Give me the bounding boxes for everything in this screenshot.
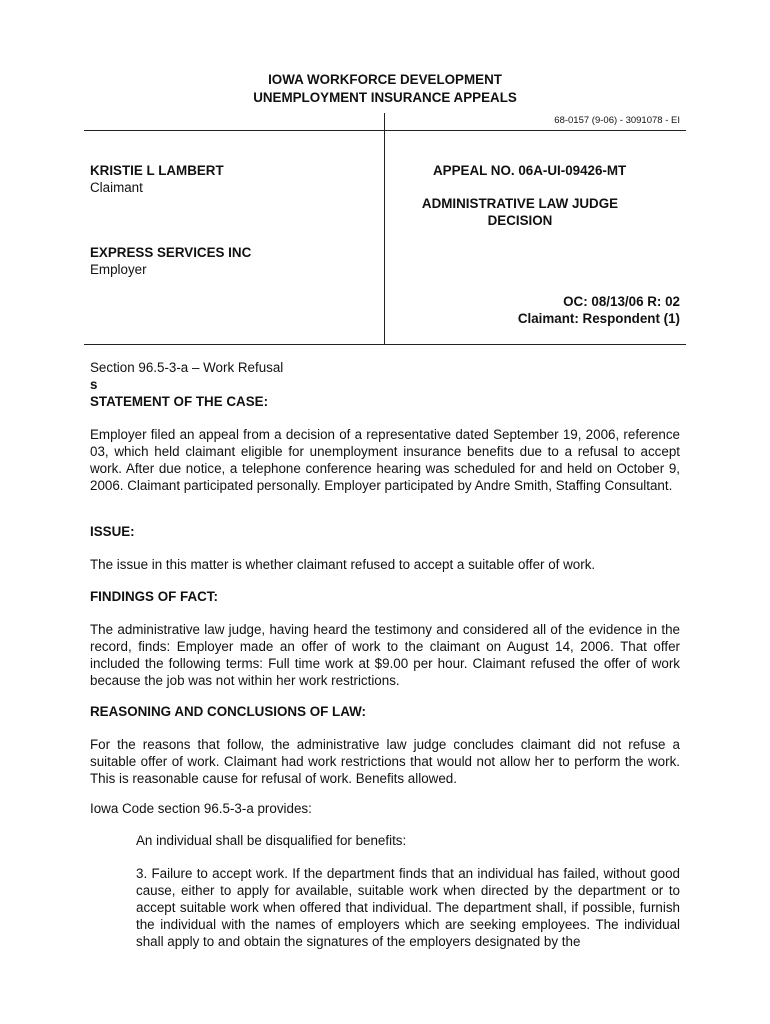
oc-line: OC: 08/13/06 R: 02: [563, 294, 680, 309]
findings-heading: FINDINGS OF FACT:: [90, 589, 218, 604]
quote-intro: An individual shall be disqualified for benefits:: [136, 833, 407, 848]
issue-heading: ISSUE:: [90, 524, 135, 539]
claimant-name: KRISTIE L LAMBERT: [90, 163, 224, 178]
findings-text: The administrative law judge, having heard the testimony and considered all of the evidence in the record, finds: Employer made an offer of work to the claimant on August 14, 2006. That offer included the following terms: Full time work at $9.00 per hour. Claimant refused the offer of work because the job was not within her work restrictions.: [90, 622, 680, 688]
section-reference: Section 96.5-3-a – Work Refusal: [90, 360, 284, 375]
agency-title: IOWA WORKFORCE DEVELOPMENT: [268, 72, 502, 87]
caption-divider: [384, 113, 385, 345]
code-intro: Iowa Code section 96.5-3-a provides:: [90, 801, 312, 816]
quoted-statute: 3. Failure to accept work. If the department finds that an individual has failed, without good cause, either to apply for available, suitable work when directed by the department or to accept suitable work when offered that individual. The department shall, if possible, furnish the individual with the names of employers which are seeking employees. The individual shall apply to and obtain the signatures of the employers designated by the: [136, 866, 680, 949]
header-bottom-rule: [84, 344, 686, 345]
decision-title-line2: DECISION: [487, 213, 553, 228]
reasoning-heading: REASONING AND CONCLUSIONS OF LAW:: [90, 704, 366, 719]
division-title: UNEMPLOYMENT INSURANCE APPEALS: [253, 90, 517, 105]
claimant-status: Claimant: Respondent (1): [517, 311, 680, 326]
form-reference: 68-0157 (9-06) - 3091078 - EI: [554, 115, 680, 126]
employer-name: EXPRESS SERVICES INC: [90, 245, 252, 260]
issue-text: The issue in this matter is whether claimant refused to accept a suitable offer of work.: [90, 557, 596, 572]
decision-title-line1: ADMINISTRATIVE LAW JUDGE: [421, 196, 619, 211]
section-reference-suffix: s: [90, 377, 98, 392]
statement-text: Employer filed an appeal from a decision of a representative dated September 19, 2006, reference 03, which held claimant eligible for unemployment insurance benefits due to a refusal to accept work. After due notice, a telephone conference hearing was scheduled for and held on October 9, 2006. Claimant participated personally. Employer participated by Andre Smith, Staffing Consultant.: [90, 427, 680, 493]
employer-role: Employer: [90, 262, 147, 277]
statement-heading: STATEMENT OF THE CASE:: [90, 394, 269, 409]
appeal-number: APPEAL NO. 06A-UI-09426-MT: [433, 163, 627, 178]
header-top-rule: [84, 130, 686, 131]
claimant-role: Claimant: [90, 180, 143, 195]
reasoning-text: For the reasons that follow, the administrative law judge concludes claimant did not refuse a suitable offer of work. Claimant had work restrictions that would not allow her to perform the work. This is reasonable cause for refusal of work. Benefits allowed.: [90, 737, 680, 786]
